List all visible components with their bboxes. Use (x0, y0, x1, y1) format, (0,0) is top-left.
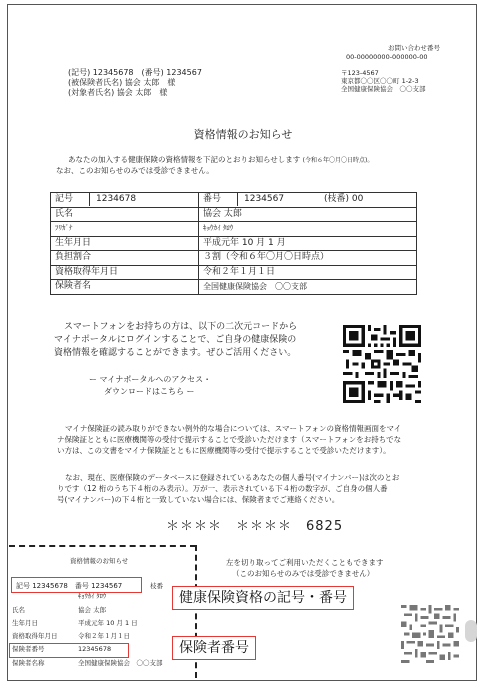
branch-value: (枝番) 00 (324, 194, 364, 205)
table-row (51, 236, 417, 251)
table-row (51, 280, 417, 295)
table-label: 資格取得年月日 (51, 265, 199, 280)
qualification-info-table (50, 192, 417, 295)
table-row (51, 193, 417, 208)
recipient-symbol-number: (記号) 12345678 (番号) 1234567 (68, 68, 202, 77)
paragraph-2-line-2: りです（12 桁のうち下４桁のみ表示）。万が一、表示されている下４桁の数字が、ご自身の個人番 (57, 484, 388, 493)
recipient-target-name: (対象者氏名) 協会 太郎 様 (68, 88, 168, 97)
table-label: 負担割合 (51, 251, 199, 266)
cutout-qr-code[interactable] (401, 605, 459, 663)
highlight-insurer-number (9, 643, 129, 658)
intro-text: あなたの加入する健康保険の資格情報を下記のとおりお知らせします (令和６年〇月〇日時点)。 (68, 155, 374, 164)
table-row (51, 251, 417, 266)
table-value: 令和２年１月１日 (199, 265, 417, 280)
sender-address: 東京都〇〇区〇〇町 1-2-3 (341, 77, 419, 85)
table-label: ﾌﾘｶﾞﾅ (51, 222, 199, 237)
page-title: 資格情報のお知らせ (193, 128, 293, 141)
cutout-branch-label: 枝番 (150, 582, 163, 590)
cutout-label: 保険者番号 (12, 645, 45, 653)
table-label: 保険者名 (51, 280, 199, 295)
cutout-value: 全国健康保険協会 〇〇支部 (78, 659, 163, 667)
cutout-label: 氏名 (12, 606, 25, 614)
callout-insurer-number: 保険者番号 (172, 636, 256, 660)
table-label: 氏名 (51, 207, 199, 222)
smartphone-text-2: マイナポータルにログインすることで、ご自身の健康保険の (54, 335, 297, 345)
paragraph-1-line-1: マイナ保険証の読み取りができない例外的な場合については、スマートフォンの資格情報画面をマイ (65, 424, 402, 433)
paragraph-2-line-3: 号(マイナンバー)の下４桁と一致していない場合には、保険者までご連絡ください。 (57, 495, 340, 504)
cutout-value: 協会 太郎 (78, 606, 107, 614)
table-cell (199, 193, 417, 208)
recipient-insured-name: (被保険者氏名) 協会 太郎 様 (68, 78, 176, 87)
cutout-label: 生年月日 (12, 619, 38, 627)
table-cell (51, 193, 199, 208)
paragraph-1-line-3: い方は、この文書をマイナ保険証とともに医療機関等の受付で提示することで受診いただけます）。 (57, 446, 391, 455)
table-row (51, 265, 417, 280)
highlight-symbol-number (11, 577, 142, 593)
smartphone-text-3: 資格情報を確認することができます。ぜひご活用ください。 (54, 348, 297, 358)
inquiry-label: お問い合わせ番号 (388, 44, 440, 52)
callout-symbol-number: 健康保険資格の記号・番号 (172, 586, 354, 610)
mynaportal-access-text: ー マイナポータルへのアクセス・ (89, 375, 212, 384)
inquiry-number: 00-00000000-000000-00 (346, 53, 428, 61)
scrollbar-thumb[interactable] (465, 620, 477, 642)
smartphone-text-1: スマートフォンをお持ちの方は、以下の二次元コードから (64, 322, 298, 332)
cutout-furigana: ｷｮｳｶｲ ﾀﾛｳ (78, 592, 107, 600)
cutout-symbol-number: 記号 12345678 番号 1234567 (16, 582, 123, 590)
table-value: ｷｮｳｶｲ ﾀﾛｳ (199, 222, 417, 237)
cutout-note-1: 左を切り取ってご利用いただくこともできます (226, 558, 384, 567)
my-number-masked: ＊＊＊＊ ＊＊＊＊ 6825 (166, 519, 344, 534)
table-value: 協会 太郎 (199, 207, 417, 222)
table-row (51, 207, 417, 222)
mynaportal-download-text: ダウンロードはこちら ー (104, 387, 195, 396)
cut-line-horizontal (9, 545, 196, 547)
table-row (51, 222, 417, 237)
cutout-title: 資格情報のお知らせ (70, 557, 129, 565)
table-value: ３割（令和６年〇月〇日時点） (199, 251, 417, 266)
number-label: 番号 (199, 193, 238, 206)
symbol-label: 記号 (51, 193, 90, 206)
cutout-label: 保険者名称 (12, 659, 45, 667)
sender-name: 全国健康保険協会 〇〇支部 (341, 85, 426, 93)
table-value: 全国健康保険協会 〇〇支部 (199, 280, 417, 295)
cutout-value: 令和２年１月１日 (78, 632, 130, 640)
cutout-note-2: （このお知らせのみでは受診できません） (232, 569, 375, 578)
cutout-value: 12345678 (78, 645, 112, 653)
paragraph-1-line-2: ナ保険証とともに医療機関等の受付で提示することで受診いただけます（スマートフォンをお持ちでな (57, 435, 402, 444)
cutout-label: 資格取得年月日 (12, 632, 58, 640)
paragraph-2-line-1: なお、現在、医療保険のデータベースに登録されているあなたの個人番号(マイナンバー)は次のとお (65, 473, 400, 482)
number-value: 1234567 (244, 194, 285, 205)
sender-postal: 〒123-4567 (341, 69, 379, 77)
symbol-value: 1234678 (96, 194, 137, 205)
table-value: 平成元年 10 月 1 月 (199, 236, 417, 251)
table-label: 生年月日 (51, 236, 199, 251)
cutout-value: 平成元年 10 月 1 日 (78, 619, 138, 627)
intro-note: なお、このお知らせのみでは受診できません。 (56, 166, 214, 175)
mynaportal-qr-code[interactable] (343, 325, 421, 403)
